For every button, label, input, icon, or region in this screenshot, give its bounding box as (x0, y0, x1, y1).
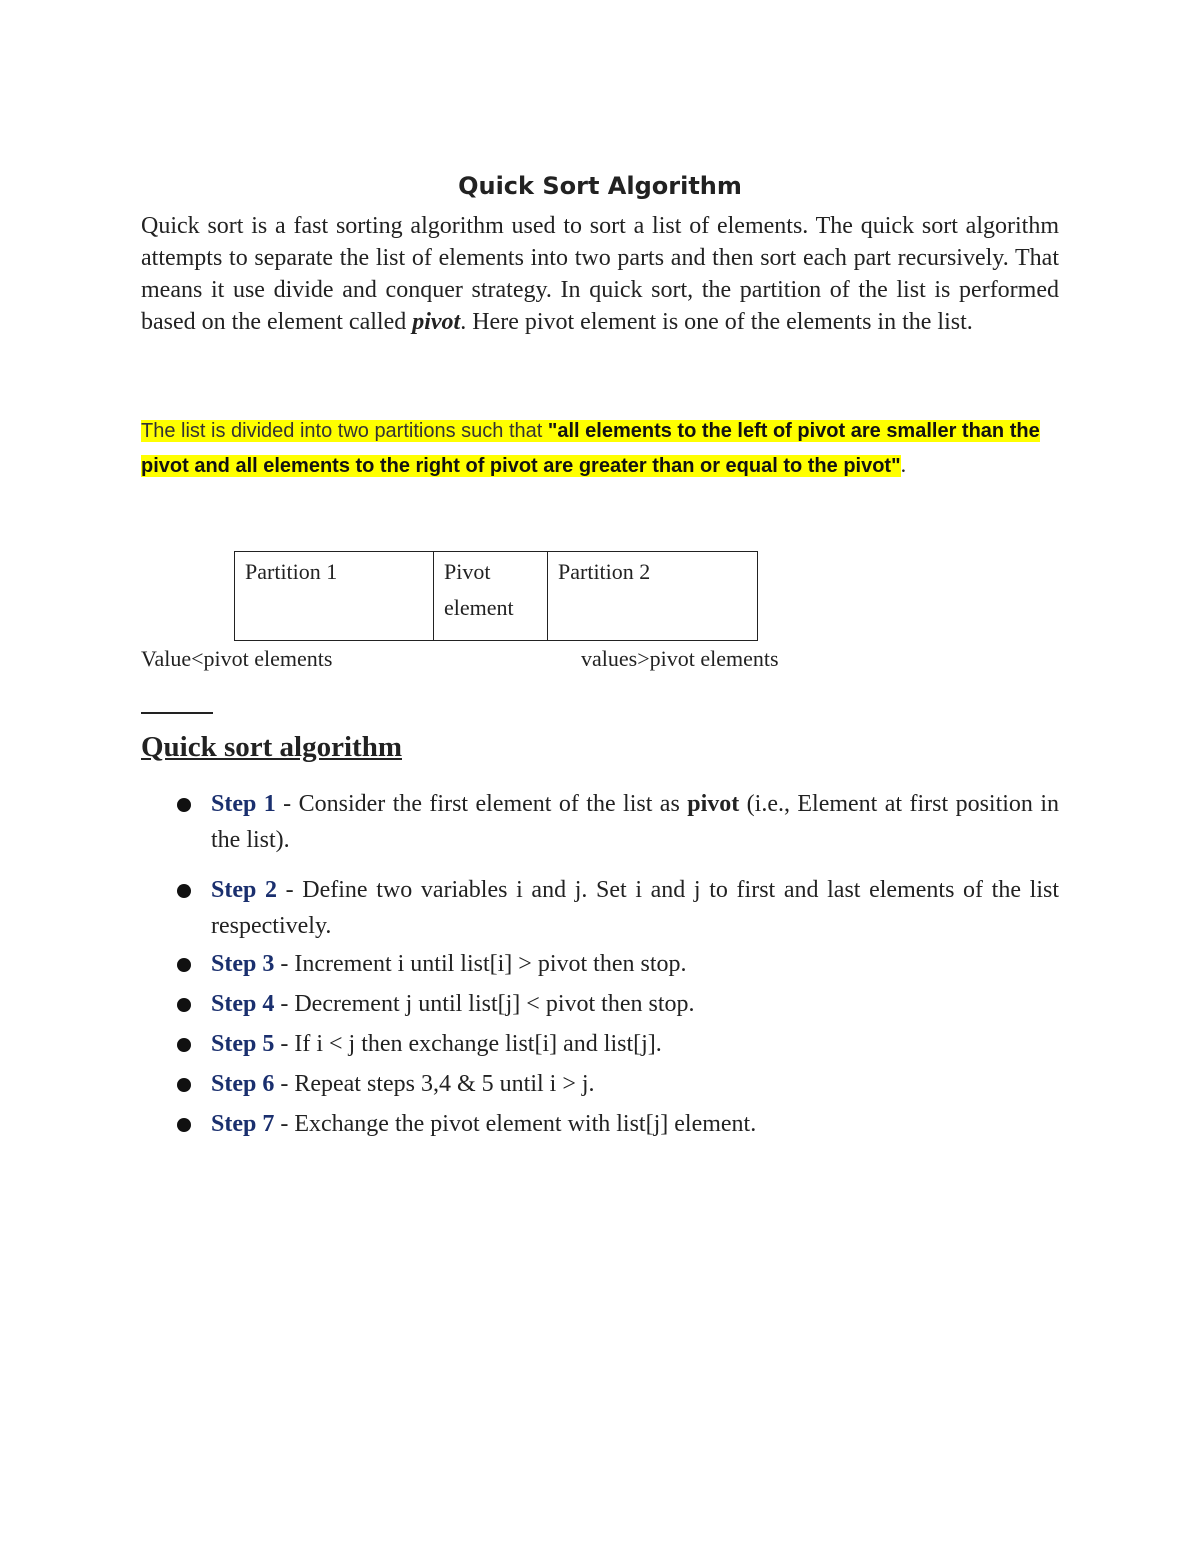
step-separator: - (274, 1031, 295, 1057)
partition-2-cell: Partition 2 (548, 552, 758, 641)
step-label: Step 4 (211, 991, 275, 1017)
step-separator: - (276, 877, 303, 903)
right-partition-label: values>pivot elements (581, 646, 779, 671)
left-partition-label: Value<pivot elements (141, 646, 333, 671)
table-row (235, 552, 758, 641)
bullet-icon (177, 1038, 191, 1052)
page-title: Quick Sort Algorithm (458, 172, 742, 200)
partition-1-cell: Partition 1 (235, 552, 434, 641)
step-label: Step 3 (211, 951, 275, 977)
bullet-icon (177, 884, 191, 898)
partition-table (234, 551, 758, 641)
step-separator: - (274, 1071, 295, 1097)
list-item (141, 986, 1059, 1022)
list-item (141, 1026, 1059, 1062)
step-text: Decrement j until list[j] < pivot then stop. (294, 991, 695, 1017)
step-bold-term: pivot (687, 791, 740, 817)
step-text: Consider the first element of the list as (298, 791, 688, 817)
divider (141, 712, 213, 714)
highlight-plain-text: The list is divided into two partitions such that (141, 420, 548, 442)
bullet-icon (177, 998, 191, 1012)
step-label: Step 5 (211, 1031, 275, 1057)
list-item (141, 786, 1059, 858)
step-label: Step 1 (211, 791, 276, 817)
step-text: Exchange the pivot element with list[j] element. (294, 1111, 757, 1137)
bullet-icon (177, 1118, 191, 1132)
step-separator: - (274, 1111, 295, 1137)
step-text: If i < j then exchange list[i] and list[j]. (294, 1031, 662, 1057)
step-label: Step 2 (211, 877, 277, 903)
step-text-end: (i.e., Element at first position in the list). (211, 791, 1060, 853)
section-heading: Quick sort algorithm (141, 731, 402, 763)
step-text: Increment i until list[i] > pivot then stop. (294, 951, 687, 977)
highlighted-definition (141, 413, 1061, 483)
step-label: Step 7 (211, 1111, 275, 1137)
step-label: Step 6 (211, 1071, 275, 1097)
step-separator: - (274, 951, 295, 977)
intro-paragraph (141, 210, 1059, 338)
list-item (141, 1106, 1059, 1142)
step-text: Define two variables i and j. Set i and j to first and last elements of the list respectively. (211, 877, 1059, 939)
pivot-term: pivot (412, 309, 461, 335)
pivot-element-cell: Pivot element (434, 552, 548, 641)
bullet-icon (177, 798, 191, 812)
highlight-end: . (900, 452, 907, 477)
steps-list (141, 786, 1059, 1142)
list-item (141, 1066, 1059, 1102)
step-text: Repeat steps 3,4 & 5 until i > j. (294, 1071, 595, 1097)
step-separator: - (275, 791, 299, 817)
highlight-bold-text: "all elements to the left of pivot are smaller than the pivot and all elements to the right of pivot are greater than or equal to the pivot" (141, 420, 1040, 477)
list-item (141, 872, 1059, 944)
list-item (141, 946, 1059, 982)
bullet-icon (177, 958, 191, 972)
intro-text: Quick sort is a fast sorting algorithm used to sort a list of elements. The quick sort algorithm attempts to separate the list of elements into two parts and then sort each part recursively. That means it use divide and conquer strategy. In quick sort, the partition of the list is performed based on the element called (141, 213, 1059, 335)
intro-text-end: . Here pivot element is one of the elements in the list. (460, 309, 973, 335)
step-separator: - (274, 991, 295, 1017)
bullet-icon (177, 1078, 191, 1092)
